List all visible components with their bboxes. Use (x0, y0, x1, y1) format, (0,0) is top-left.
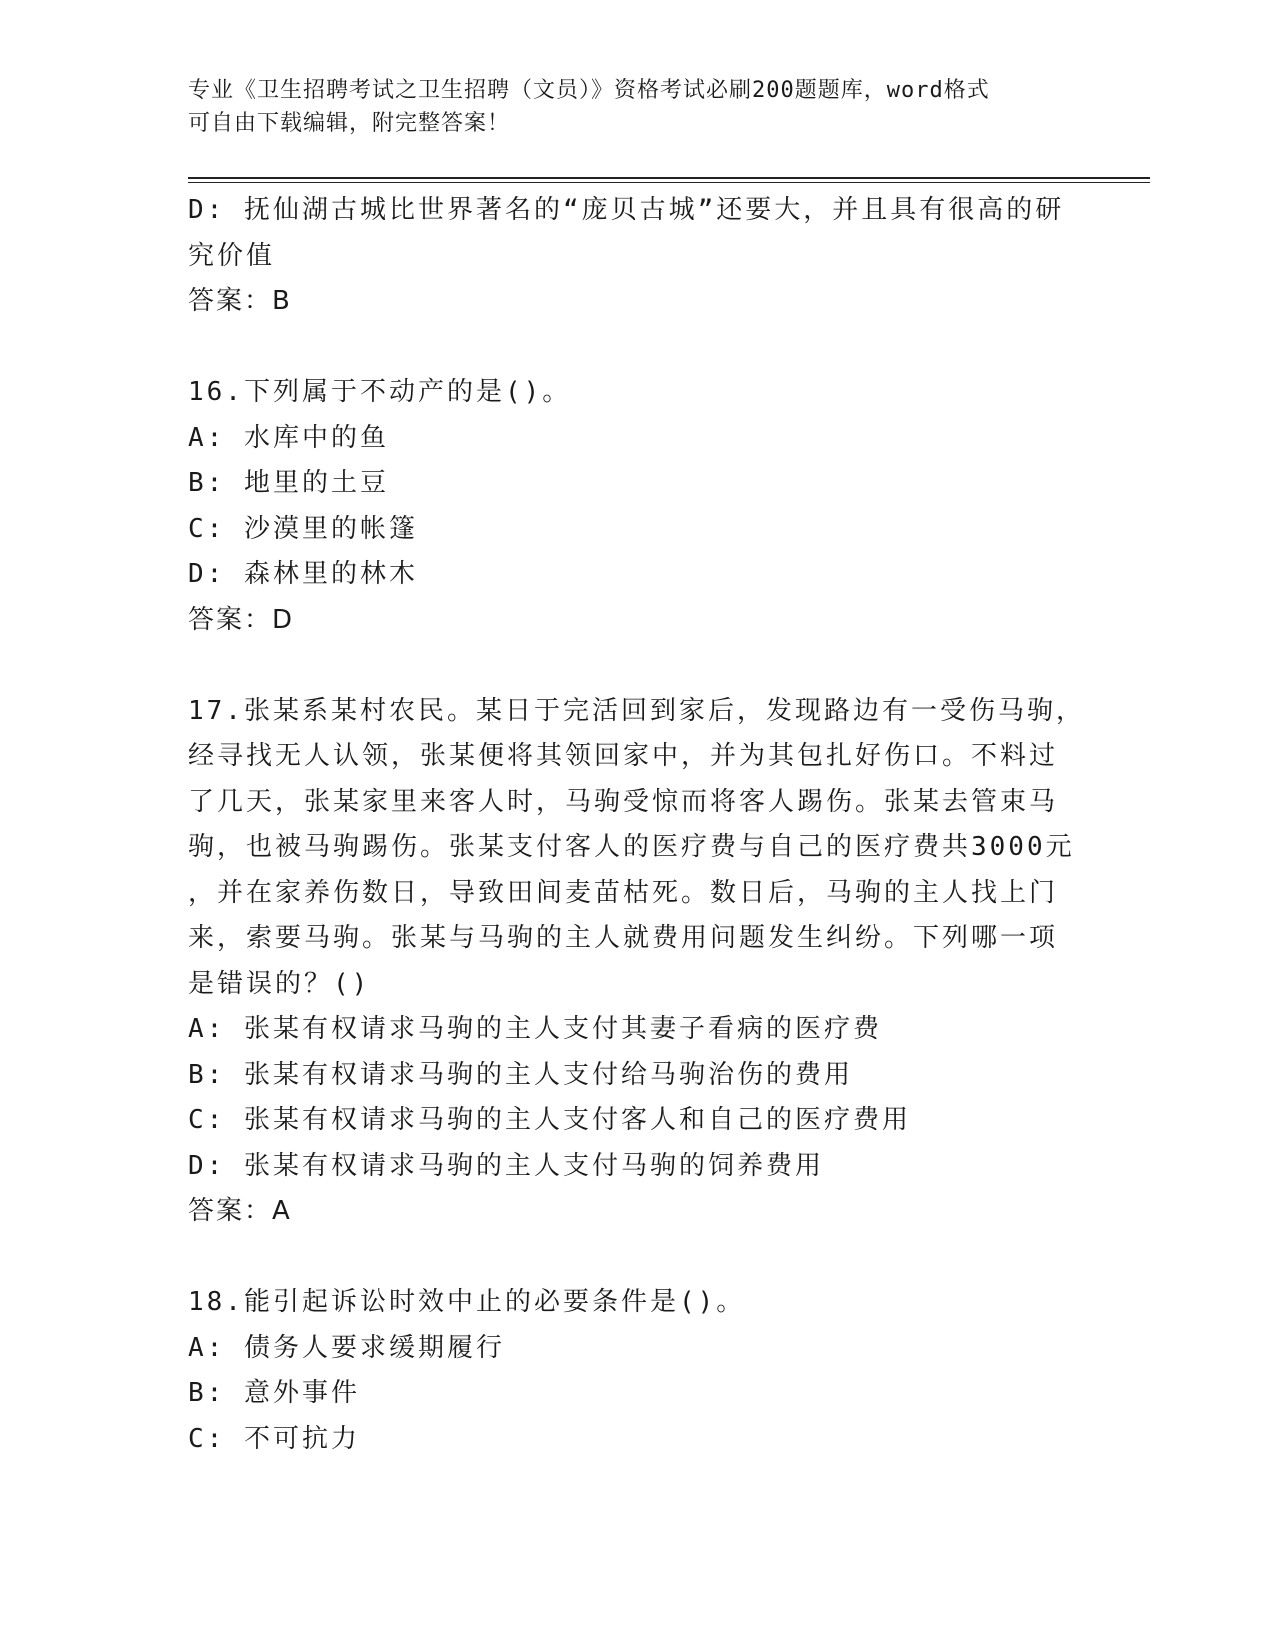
option-d: D: 张某有权请求马驹的主人支付马驹的饲养费用 (188, 1150, 824, 1181)
option-d-continued: 究价值 (188, 240, 276, 271)
answer-line: 答案：D (188, 604, 295, 635)
header-line-1: 专业《卫生招聘考试之卫生招聘（文员）》资格考试必刷200题题库，word格式 (188, 78, 990, 103)
option-c: C: 张某有权请求马驹的主人支付客人和自己的医疗费用 (188, 1105, 911, 1135)
question-16 (188, 370, 1088, 643)
question-stem-line: 经寻找无人认领，张某便将其领回家中，并为其包扎好伤口。不料过 (188, 741, 1059, 771)
question-stem-line: 驹，也被马驹踢伤。张某支付客人的医疗费与自己的医疗费共3000元 (188, 832, 1075, 862)
option-d: D: 抚仙湖古城比世界著名的“庞贝古城”还要大，并且具有很高的研 (188, 195, 1065, 225)
spacer (188, 325, 1088, 371)
option-a: A: 张某有权请求马驹的主人支付其妻子看病的医疗费 (188, 1014, 882, 1044)
question-17 (188, 689, 1088, 1235)
option-a: A: 债务人要求缓期履行 (188, 1332, 505, 1363)
question-stem-line: 来，索要马驹。张某与马驹的主人就费用问题发生纠纷。下列哪一项 (188, 923, 1059, 953)
header-divider-thin (188, 182, 1150, 183)
option-d: D: 森林里的林木 (188, 559, 418, 589)
question-15-continued (188, 188, 1088, 325)
header-divider-thick (188, 177, 1150, 179)
header-line-2: 可自由下载编辑，附完整答案！ (188, 111, 511, 136)
spacer (188, 1235, 1088, 1281)
answer-line: 答案：A (188, 1196, 292, 1226)
question-stem: 16.下列属于不动产的是()。 (188, 377, 572, 407)
question-stem-line: ，并在家养伤数日，导致田间麦苗枯死。数日后，马驹的主人找上门 (188, 877, 1059, 908)
option-b: B: 意外事件 (188, 1378, 360, 1408)
question-stem-line: 是错误的？() (188, 968, 371, 999)
question-stem-line: 17.张某系某村农民。某日于完活回到家后，发现路边有一受伤马驹， (188, 695, 1085, 726)
option-c: C: 不可抗力 (188, 1423, 360, 1454)
question-stem-line: 了几天，张某家里来客人时，马驹受惊而将客人踢伤。张某去管束马 (188, 786, 1059, 817)
option-a: A: 水库中的鱼 (188, 422, 389, 453)
option-b: B: 张某有权请求马驹的主人支付给马驹治伤的费用 (188, 1059, 853, 1090)
question-list (188, 188, 1088, 1462)
document-header (188, 74, 1068, 140)
option-c: C: 沙漠里的帐篷 (188, 513, 418, 544)
question-stem: 18.能引起诉讼时效中止的必要条件是()。 (188, 1287, 746, 1317)
answer-line: 答案：B (188, 286, 292, 316)
spacer (188, 643, 1088, 689)
option-b: B: 地里的土豆 (188, 468, 389, 498)
question-18 (188, 1280, 1088, 1462)
